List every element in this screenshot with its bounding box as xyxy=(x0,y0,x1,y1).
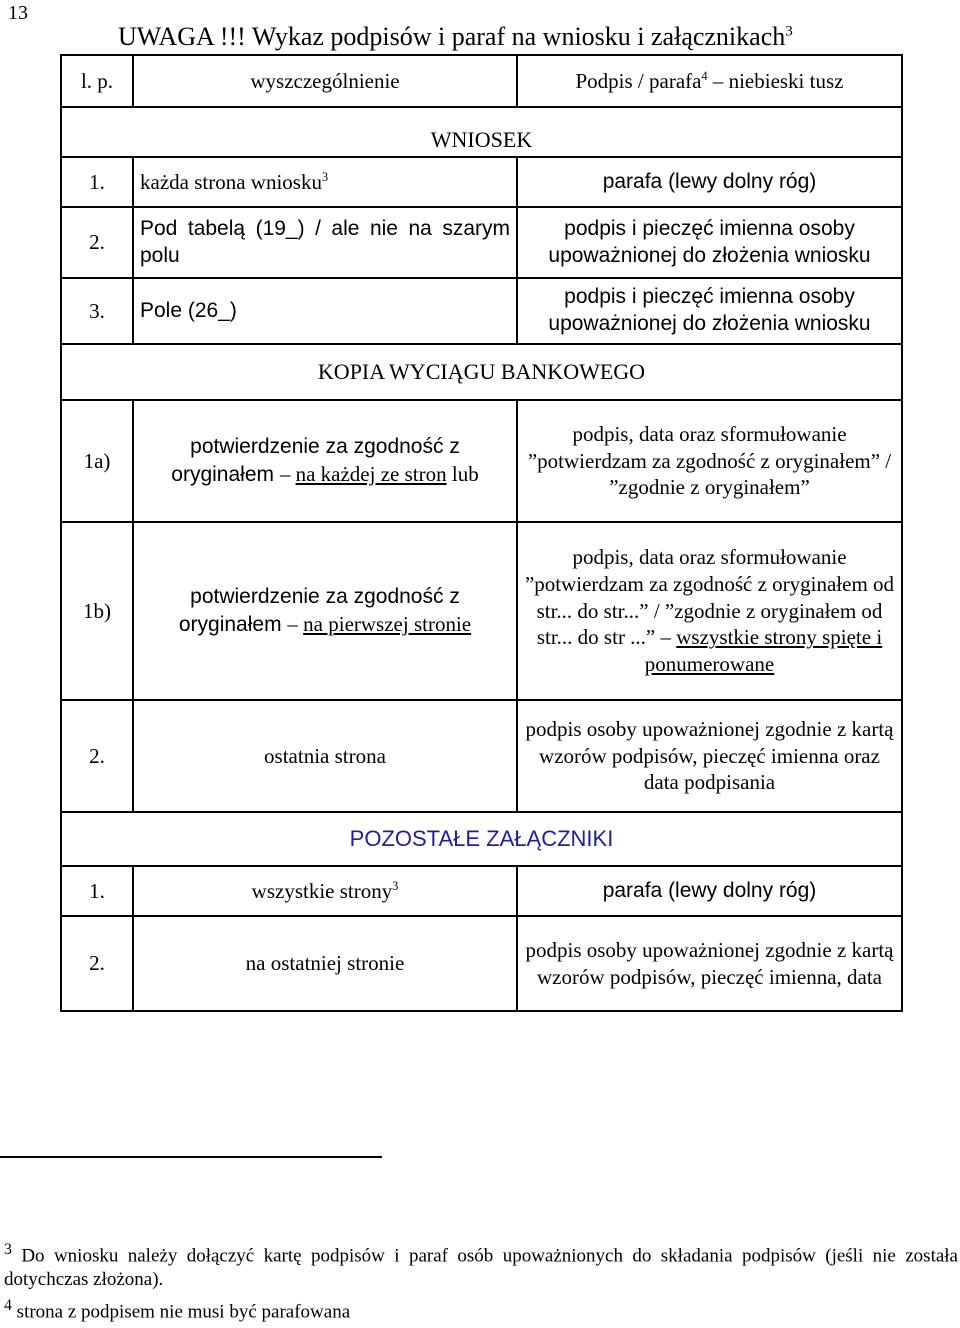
row-number: 2. xyxy=(61,916,133,1011)
header-signature-rest: niebieski tusz xyxy=(728,68,844,93)
row-number: 2. xyxy=(61,700,133,812)
header-description: wyszczególnienie xyxy=(133,55,517,107)
row-signature: podpis i pieczęć imienna osoby upoważnionej do złożenia wniosku xyxy=(517,207,902,278)
table-header-row xyxy=(61,55,902,107)
row-number: 1. xyxy=(61,157,133,207)
row-description-text: potwierdzenie za zgodność z oryginałem xyxy=(178,585,460,636)
row-description-underlined: na pierwszej stronie xyxy=(303,612,472,636)
row-number: 1b) xyxy=(61,522,133,700)
footnote-3 xyxy=(4,1240,958,1292)
row-description xyxy=(133,866,517,916)
row-signature: podpis osoby upoważnionej zgodnie z kartą wzorów podpisów, pieczęć imienna oraz data podpisania xyxy=(517,700,902,812)
section-title-kopia: KOPIA WYCIĄGU BANKOWEGO xyxy=(61,344,902,400)
row-description-footnote: 3 xyxy=(392,878,399,893)
row-number: 2. xyxy=(61,207,133,278)
page-number: 13 xyxy=(8,2,28,24)
row-description xyxy=(133,157,517,207)
footnote-separator xyxy=(0,1156,382,1158)
row-description xyxy=(133,522,517,700)
title-text: UWAGA !!! Wykaz podpisów i paraf na wniosku i załącznikach xyxy=(118,22,786,51)
row-description-text: wszystkie strony xyxy=(251,878,393,903)
row-signature-underlined: wszystkie strony spięte i ponumerowane xyxy=(644,625,883,677)
row-description-underlined: na każdej ze stron xyxy=(295,462,447,486)
table-row xyxy=(61,157,902,207)
section-title-pozostale: POZOSTAŁE ZAŁĄCZNIKI xyxy=(61,812,902,866)
footnote-text: Do wniosku należy dołączyć kartę podpisów i paraf osób upoważnionych do składania podpisów (jeśli nie została dotychczas złożona). xyxy=(4,1245,958,1291)
footnote-4 xyxy=(4,1296,958,1324)
row-description: Pole (26_) xyxy=(133,278,517,344)
signatures-table xyxy=(60,54,903,1012)
footnotes xyxy=(4,1240,958,1328)
footnote-text: strona z podpisem nie musi być parafowana xyxy=(11,1301,351,1323)
header-lp: l. p. xyxy=(61,55,133,107)
row-description xyxy=(133,400,517,522)
section-row-pozostale xyxy=(61,812,902,866)
section-title-wniosek: WNIOSEK xyxy=(61,107,902,157)
footnote-mark: 4 xyxy=(4,1296,12,1314)
row-description-dash: – xyxy=(279,462,291,486)
table-row xyxy=(61,207,902,278)
table-row xyxy=(61,866,902,916)
row-description: na ostatniej stronie xyxy=(133,916,517,1011)
row-signature: parafa (lewy dolny róg) xyxy=(517,866,902,916)
header-signature: Podpis / parafa$^4$ – niebieski tusz xyxy=(517,55,902,107)
row-number: 1a) xyxy=(61,400,133,522)
row-signature: podpis i pieczęć imienna osoby upoważnionej do złożenia wniosku xyxy=(517,278,902,344)
row-number: 3. xyxy=(61,278,133,344)
row-description-tail: lub xyxy=(446,462,479,486)
row-description: Pod tabelą (19_) / ale nie na szarym polu xyxy=(133,207,517,278)
page-title xyxy=(118,22,793,52)
table-row xyxy=(61,400,902,522)
section-row-wniosek xyxy=(61,107,902,157)
row-description-footnote: 3 xyxy=(321,169,329,184)
header-signature-main: Podpis / parafa xyxy=(575,68,702,93)
header-signature-footnote: 4 xyxy=(701,68,708,83)
row-description-dash: – xyxy=(287,612,298,636)
row-description: ostatnia strona xyxy=(133,700,517,812)
row-description-text: każda strona wniosku xyxy=(140,169,322,194)
row-signature: podpis, data oraz sformułowanie ”potwierdzam za zgodność z oryginałem” / ”zgodnie z oryginałem” xyxy=(517,400,902,522)
table-row xyxy=(61,522,902,700)
row-description-text: potwierdzenie za zgodność z oryginałem xyxy=(171,435,460,486)
row-signature: podpis osoby upoważnionej zgodnie z kartą wzorów podpisów, pieczęć imienna, data xyxy=(517,916,902,1011)
title-footnote-ref: 3 xyxy=(785,23,793,40)
section-row-kopia xyxy=(61,344,902,400)
row-signature xyxy=(517,522,902,700)
row-signature: parafa (lewy dolny róg) xyxy=(517,157,902,207)
table-row xyxy=(61,916,902,1011)
row-signature-text: podpis, data oraz sformułowanie ”potwierdzam za zgodność z oryginałem od str... do str...” / ”zgodnie z oryginałem od str... do str ...” – xyxy=(524,544,895,650)
table-row xyxy=(61,700,902,812)
row-number: 1. xyxy=(61,866,133,916)
footnote-mark: 3 xyxy=(4,1241,12,1258)
table-row xyxy=(61,278,902,344)
